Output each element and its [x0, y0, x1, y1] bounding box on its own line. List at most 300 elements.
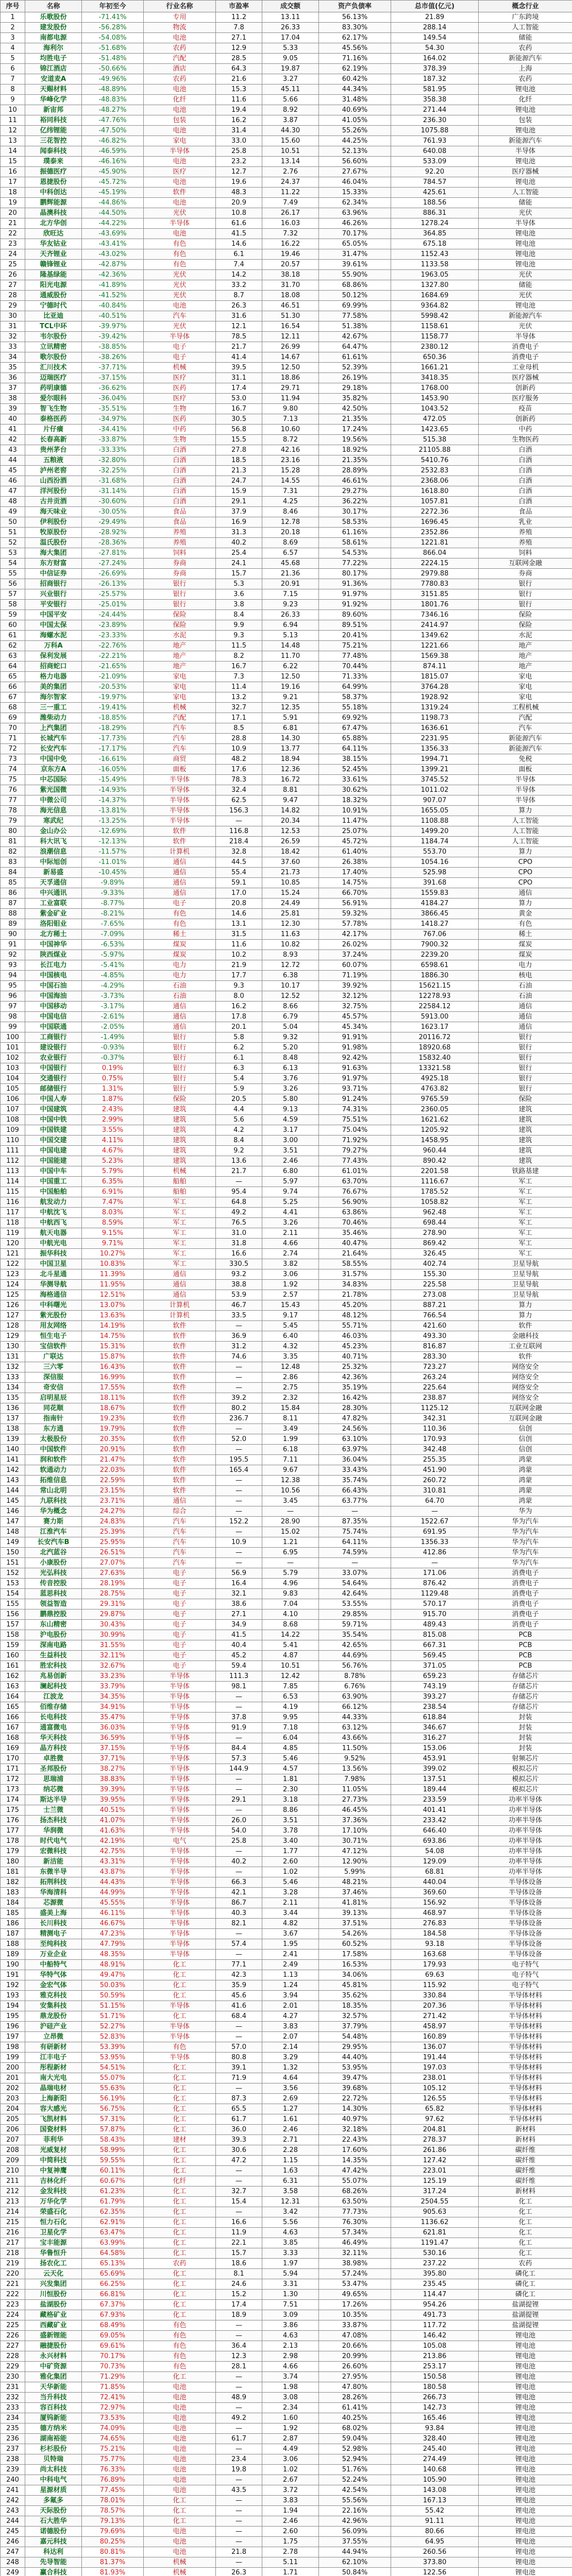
- cell-ytd-change: -51.68%: [82, 43, 144, 54]
- cell-industry: 军工: [144, 1208, 216, 1218]
- cell-debt-ratio: 34.06%: [319, 1970, 391, 1980]
- cell-name: 宏微科技: [25, 1846, 82, 1857]
- cell-name: 思瑞浦: [25, 1774, 82, 1785]
- cell-index: 58: [1, 600, 25, 610]
- cell-pe: 20.1: [216, 1022, 262, 1032]
- table-row: [1, 1043, 572, 1053]
- table-row: [1, 795, 572, 806]
- cell-pe: 5.6: [216, 1115, 262, 1125]
- cell-concept: 消费电子: [479, 1568, 572, 1579]
- cell-turnover: 26.99: [262, 342, 319, 352]
- cell-concept: 半导体: [479, 785, 572, 795]
- cell-turnover: 1.92: [262, 1280, 319, 1290]
- cell-index: 98: [1, 1012, 25, 1022]
- cell-concept: 石油: [479, 981, 572, 991]
- cell-pe: 236.7: [216, 1414, 262, 1424]
- cell-turnover: 4.57: [262, 1764, 319, 1774]
- table-row: [1, 1692, 572, 1702]
- cell-market-cap: 2979.88: [391, 569, 479, 579]
- cell-market-cap: 1057.81: [391, 497, 479, 507]
- cell-index: 130: [1, 1342, 25, 1352]
- cell-market-cap: 2224.15: [391, 558, 479, 569]
- cell-ytd-change: -26.69%: [82, 569, 144, 579]
- table-row: [1, 1084, 572, 1094]
- cell-industry: 计算机: [144, 847, 216, 857]
- cell-turnover: 12.53: [262, 826, 319, 837]
- cell-turnover: 5.79: [262, 1568, 319, 1579]
- cell-concept: 半导体材料: [479, 2022, 572, 2032]
- cell-name: TCL中环: [25, 321, 82, 332]
- cell-name: 乐歌股份: [25, 12, 82, 23]
- cell-industry: 有色: [144, 2042, 216, 2053]
- cell-ytd-change: -41.52%: [82, 291, 144, 301]
- cell-market-cap: 317.24: [391, 2187, 479, 2197]
- cell-pe: —: [216, 1527, 262, 1537]
- cell-ytd-change: 14.75%: [82, 1331, 144, 1342]
- cell-index: 57: [1, 589, 25, 600]
- table-row: [1, 857, 572, 868]
- cell-ytd-change: -33.87%: [82, 435, 144, 445]
- table-row: [1, 641, 572, 651]
- table-row: [1, 2547, 572, 2557]
- cell-market-cap: 110.36: [391, 1424, 479, 1434]
- cell-market-cap: 1205.92: [391, 1125, 479, 1136]
- cell-pe: 6.1: [216, 1053, 262, 1063]
- cell-index: 208: [1, 2145, 25, 2156]
- cell-market-cap: 271.44: [391, 105, 479, 115]
- cell-pe: 20.5: [216, 1094, 262, 1105]
- cell-pe: —: [216, 1445, 262, 1455]
- cell-industry: 建筑: [144, 1105, 216, 1115]
- cell-turnover: 5.97: [262, 1177, 319, 1187]
- cell-market-cap: 18920.68: [391, 1043, 479, 1053]
- cell-pe: 86.7: [216, 1898, 262, 1908]
- cell-turnover: 6.22: [262, 662, 319, 672]
- cell-turnover: 10.51: [262, 1661, 319, 1671]
- cell-ytd-change: -40.51%: [82, 311, 144, 321]
- cell-index: 30: [1, 311, 25, 321]
- cell-index: 47: [1, 486, 25, 497]
- cell-turnover: 19.16: [262, 682, 319, 692]
- cell-pe: —: [216, 1383, 262, 1393]
- cell-industry: 农药: [144, 2259, 216, 2269]
- cell-industry: 半导体: [144, 1733, 216, 1743]
- cell-debt-ratio: 51.38%: [319, 321, 391, 332]
- cell-debt-ratio: 60.42%: [319, 74, 391, 84]
- cell-concept: 银行: [479, 1084, 572, 1094]
- cell-debt-ratio: 44.69%: [319, 1651, 391, 1661]
- cell-industry: 半导体: [144, 1764, 216, 1774]
- cell-name: 中国银行: [25, 1063, 82, 1074]
- cell-name: 沪硅产业: [25, 2022, 82, 2032]
- header-turnover: 成交额: [262, 1, 319, 12]
- cell-name: 上海新阳: [25, 2094, 82, 2104]
- cell-ytd-change: 56.19%: [82, 2094, 144, 2104]
- cell-name: 川恒股份: [25, 2290, 82, 2300]
- cell-pe: 11.6: [216, 940, 262, 950]
- cell-market-cap: 170.93: [391, 1434, 479, 1445]
- cell-name: 软通动力: [25, 1465, 82, 1476]
- cell-concept: 封装: [479, 1713, 572, 1723]
- cell-name: 长江电力: [25, 960, 82, 971]
- cell-ytd-change: 61.23%: [82, 2187, 144, 2197]
- cell-ytd-change: 10.83%: [82, 1259, 144, 1269]
- cell-pe: —: [216, 1476, 262, 1486]
- cell-concept: 锂电池: [479, 2485, 572, 2496]
- cell-turnover: 5.20: [262, 1043, 319, 1053]
- cell-concept: 鸿蒙: [479, 1476, 572, 1486]
- cell-concept: 半导体材料: [479, 2104, 572, 2114]
- table-row: [1, 435, 572, 445]
- cell-name: 东山精密: [25, 1620, 82, 1630]
- cell-debt-ratio: 61.61%: [319, 352, 391, 363]
- cell-ytd-change: -8.21%: [82, 909, 144, 919]
- cell-market-cap: 68.81: [391, 1867, 479, 1877]
- cell-name: 北汽蓝谷: [25, 1548, 82, 1558]
- cell-turnover: 25.81: [262, 909, 319, 919]
- cell-pe: 80.8: [216, 2053, 262, 2063]
- cell-turnover: 45.11: [262, 84, 319, 95]
- cell-concept: 半导体: [479, 795, 572, 806]
- cell-ytd-change: -4.85%: [82, 971, 144, 981]
- cell-concept: 新能源汽车: [479, 54, 572, 64]
- cell-industry: 煤炭: [144, 950, 216, 960]
- cell-name: 尚太科技: [25, 2465, 82, 2475]
- cell-name: 融捷股份: [25, 2341, 82, 2351]
- cell-concept: 银行: [479, 1074, 572, 1084]
- cell-name: 天齐锂业: [25, 249, 82, 260]
- cell-index: 133: [1, 1372, 25, 1383]
- cell-turnover: 4.96: [262, 1579, 319, 1589]
- cell-market-cap: 114.47: [391, 2290, 479, 2300]
- cell-turnover: 26.33: [262, 610, 319, 620]
- table-row: [1, 2156, 572, 2166]
- cell-industry: 半导体: [144, 2032, 216, 2042]
- cell-market-cap: 7780.83: [391, 579, 479, 589]
- cell-name: 赛力斯: [25, 1517, 82, 1527]
- cell-market-cap: 2380.12: [391, 342, 479, 352]
- cell-industry: 酒店: [144, 64, 216, 74]
- cell-turnover: 8.86: [262, 1805, 319, 1816]
- cell-market-cap: 326.45: [391, 1249, 479, 1259]
- cell-index: 108: [1, 1115, 25, 1125]
- cell-pe: 78.5: [216, 332, 262, 342]
- cell-turnover: 12.36: [262, 765, 319, 775]
- cell-market-cap: 125.19: [391, 2176, 479, 2187]
- cell-industry: 电子: [144, 1579, 216, 1589]
- cell-concept: 化纤: [479, 95, 572, 105]
- cell-name: 海光信息: [25, 806, 82, 816]
- cell-industry: 光伏: [144, 321, 216, 332]
- cell-market-cap: 1569.38: [391, 651, 479, 662]
- cell-debt-ratio: 55.90%: [319, 270, 391, 280]
- cell-pe: —: [216, 2382, 262, 2393]
- cell-turnover: 3.44: [262, 1908, 319, 1919]
- cell-industry: 食品: [144, 507, 216, 517]
- cell-turnover: 1.81: [262, 1774, 319, 1785]
- cell-ytd-change: 47.23%: [82, 1929, 144, 1939]
- cell-concept: 电子特气: [479, 1960, 572, 1970]
- cell-name: 金山办公: [25, 826, 82, 837]
- cell-ytd-change: 6.91%: [82, 1187, 144, 1197]
- cell-ytd-change: -46.82%: [82, 136, 144, 146]
- cell-concept: 上海: [479, 64, 572, 74]
- cell-turnover: 19.46: [262, 249, 319, 260]
- cell-ytd-change: -31.68%: [82, 476, 144, 486]
- table-row: [1, 1774, 572, 1785]
- cell-turnover: 2.75: [262, 1383, 319, 1393]
- cell-industry: 化工: [144, 2104, 216, 2114]
- cell-market-cap: 207.36: [391, 2001, 479, 2011]
- cell-industry: 半导体: [144, 806, 216, 816]
- cell-industry: 银行: [144, 600, 216, 610]
- cell-turnover: 9.21: [262, 692, 319, 703]
- cell-pe: 13.1: [216, 919, 262, 929]
- cell-concept: 锂电池: [479, 2557, 572, 2568]
- cell-ytd-change: -46.59%: [82, 146, 144, 157]
- cell-pe: 25.8: [216, 1836, 262, 1846]
- cell-turnover: 4.64: [262, 2073, 319, 2083]
- cell-concept: 锂电池: [479, 2393, 572, 2403]
- cell-market-cap: 2231.95: [391, 734, 479, 744]
- table-row: [1, 775, 572, 785]
- cell-name: 晶方科技: [25, 1743, 82, 1754]
- cell-debt-ratio: 42.64%: [319, 1589, 391, 1599]
- cell-industry: 通信: [144, 1269, 216, 1280]
- table-row: [1, 445, 572, 455]
- table-row: [1, 713, 572, 723]
- cell-industry: 半导体: [144, 1754, 216, 1764]
- cell-index: 117: [1, 1208, 25, 1218]
- cell-name: 建设银行: [25, 1043, 82, 1053]
- cell-ytd-change: -22.76%: [82, 641, 144, 651]
- cell-market-cap: 1043.52: [391, 404, 479, 414]
- cell-index: 166: [1, 1713, 25, 1723]
- cell-pe: 21.3: [216, 466, 262, 476]
- cell-turnover: 3.45: [262, 1496, 319, 1506]
- cell-name: 中国铁建: [25, 1125, 82, 1136]
- cell-ytd-change: -4.29%: [82, 981, 144, 991]
- table-row: [1, 1640, 572, 1651]
- cell-turnover: 51.30: [262, 311, 319, 321]
- cell-market-cap: 373.80: [391, 2557, 479, 2568]
- cell-pe: 40.3: [216, 1908, 262, 1919]
- cell-index: 235: [1, 2424, 25, 2434]
- cell-pe: 17.0: [216, 888, 262, 899]
- cell-pe: —: [216, 1702, 262, 1713]
- cell-ytd-change: -28.36%: [82, 538, 144, 548]
- cell-concept: 锂电池: [479, 2547, 572, 2557]
- table-row: [1, 301, 572, 311]
- cell-turnover: 15.43: [262, 1300, 319, 1311]
- cell-turnover: 3.83: [262, 2496, 319, 2506]
- table-row: [1, 1888, 572, 1898]
- cell-pe: 82.1: [216, 1919, 262, 1929]
- cell-turnover: 3.06: [262, 1269, 319, 1280]
- cell-name: 太极股份: [25, 1434, 82, 1445]
- cell-turnover: 12.31: [262, 2197, 319, 2207]
- cell-ytd-change: 4.67%: [82, 1146, 144, 1156]
- table-row: [1, 919, 572, 929]
- table-row: [1, 507, 572, 517]
- cell-turnover: 11.63: [262, 929, 319, 940]
- cell-index: 78: [1, 806, 25, 816]
- cell-industry: 专用: [144, 12, 216, 23]
- table-row: [1, 1661, 572, 1671]
- cell-market-cap: 698.44: [391, 1218, 479, 1228]
- cell-concept: 信创: [479, 1445, 572, 1455]
- cell-pe: 16.7: [216, 662, 262, 672]
- cell-concept: 新材料: [479, 2125, 572, 2135]
- cell-market-cap: 1011.02: [391, 785, 479, 795]
- cell-concept: 军工: [479, 1228, 572, 1239]
- cell-ytd-change: -44.22%: [82, 218, 144, 229]
- cell-pe: —: [216, 1558, 262, 1568]
- cell-name: 云天化: [25, 2269, 82, 2279]
- cell-turnover: 4.63: [262, 2331, 319, 2341]
- cell-name: 均胜电子: [25, 54, 82, 64]
- cell-industry: 通信: [144, 1496, 216, 1506]
- cell-ytd-change: 74.65%: [82, 2434, 144, 2444]
- cell-market-cap: 105.08: [391, 2341, 479, 2351]
- cell-name: 潍柴动力: [25, 713, 82, 723]
- cell-market-cap: 93.18: [391, 1939, 479, 1950]
- cell-concept: 黄金: [479, 909, 572, 919]
- cell-index: 188: [1, 1939, 25, 1950]
- cell-index: 225: [1, 2320, 25, 2331]
- cell-ytd-change: 76.89%: [82, 2475, 144, 2485]
- table-row: [1, 1836, 572, 1846]
- cell-debt-ratio: 91.24%: [319, 1094, 391, 1105]
- cell-ytd-change: 60.11%: [82, 2166, 144, 2176]
- cell-turnover: 14.22: [262, 1630, 319, 1640]
- cell-market-cap: 1618.80: [391, 486, 479, 497]
- cell-index: 100: [1, 1032, 25, 1043]
- cell-concept: 银行: [479, 1043, 572, 1053]
- cell-name: 三一重工: [25, 703, 82, 713]
- cell-market-cap: 1768.00: [391, 383, 479, 394]
- cell-debt-ratio: 45.72%: [319, 837, 391, 847]
- cell-pe: 5.9: [216, 1084, 262, 1094]
- cell-debt-ratio: 47.42%: [319, 2166, 391, 2176]
- cell-ytd-change: 72.41%: [82, 2393, 144, 2403]
- cell-concept: 功率半导体: [479, 1846, 572, 1857]
- cell-concept: 保险: [479, 610, 572, 620]
- cell-concept: CPO: [479, 878, 572, 888]
- cell-concept: 存储芯片: [479, 1682, 572, 1692]
- cell-turnover: 4.66: [262, 2362, 319, 2372]
- cell-ytd-change: 70.73%: [82, 2362, 144, 2372]
- cell-ytd-change: 62.35%: [82, 2207, 144, 2217]
- cell-market-cap: 493.30: [391, 1331, 479, 1342]
- cell-industry: 农药: [144, 43, 216, 54]
- cell-index: 238: [1, 2454, 25, 2465]
- cell-debt-ratio: 8.78%: [319, 1671, 391, 1682]
- cell-market-cap: 167.13: [391, 2496, 479, 2506]
- cell-concept: 锂电池: [479, 2496, 572, 2506]
- cell-pe: 3.8: [216, 600, 262, 610]
- cell-name: 中国电建: [25, 1146, 82, 1156]
- cell-pe: —: [216, 2444, 262, 2454]
- cell-concept: CPO: [479, 868, 572, 878]
- table-row: [1, 558, 572, 569]
- cell-index: 211: [1, 2176, 25, 2187]
- cell-pe: 21.7: [216, 342, 262, 352]
- cell-debt-ratio: 17.58%: [319, 1950, 391, 1960]
- cell-debt-ratio: 11.47%: [319, 816, 391, 826]
- cell-turnover: 31.70: [262, 280, 319, 291]
- cell-ytd-change: 20.35%: [82, 1434, 144, 1445]
- cell-debt-ratio: 49.65%: [319, 2290, 391, 2300]
- cell-market-cap: 621.81: [391, 2228, 479, 2238]
- cell-ytd-change: 39.39%: [82, 1785, 144, 1795]
- cell-concept: 银行: [479, 1032, 572, 1043]
- cell-ytd-change: 52.27%: [82, 2022, 144, 2032]
- cell-turnover: 9.80: [262, 404, 319, 414]
- cell-ytd-change: 44.99%: [82, 1888, 144, 1898]
- cell-pe: 12.7: [216, 167, 262, 177]
- cell-market-cap: 784.57: [391, 177, 479, 188]
- table-row: [1, 1919, 572, 1929]
- cell-turnover: 2.78: [262, 2547, 319, 2557]
- cell-index: 144: [1, 1486, 25, 1496]
- cell-index: 158: [1, 1630, 25, 1640]
- cell-pe: 23.4: [216, 2454, 262, 2465]
- cell-index: 153: [1, 1579, 25, 1589]
- cell-turnover: 2.76: [262, 167, 319, 177]
- cell-ytd-change: 14.19%: [82, 1321, 144, 1331]
- table-row: [1, 2248, 572, 2259]
- cell-concept: 功率半导体: [479, 1836, 572, 1846]
- cell-pe: 10.2: [216, 950, 262, 960]
- cell-name: 贵州茅台: [25, 445, 82, 455]
- cell-name: 泰格医药: [25, 414, 82, 425]
- cell-debt-ratio: 61.16%: [319, 528, 391, 538]
- cell-turnover: 17.04: [262, 33, 319, 43]
- cell-turnover: 3.35: [262, 1352, 319, 1362]
- cell-industry: 电池: [144, 2393, 216, 2403]
- cell-ytd-change: 8.03%: [82, 1208, 144, 1218]
- cell-market-cap: 890.42: [391, 1156, 479, 1166]
- cell-industry: 白酒: [144, 466, 216, 476]
- cell-index: 207: [1, 2135, 25, 2145]
- cell-turnover: 2.86: [262, 1372, 319, 1383]
- table-row: [1, 167, 572, 177]
- cell-debt-ratio: 28.89%: [319, 466, 391, 476]
- cell-name: 华润微: [25, 1826, 82, 1836]
- cell-debt-ratio: 56.90%: [319, 1197, 391, 1208]
- cell-ytd-change: 27.63%: [82, 1568, 144, 1579]
- cell-debt-ratio: 71.33%: [319, 672, 391, 682]
- cell-industry: 电池: [144, 126, 216, 136]
- cell-index: 120: [1, 1239, 25, 1249]
- cell-pe: 68.4: [216, 2011, 262, 2022]
- cell-name: 卓胜微: [25, 1754, 82, 1764]
- table-row: [1, 837, 572, 847]
- cell-index: 138: [1, 1424, 25, 1434]
- cell-industry: 半导体: [144, 1857, 216, 1867]
- cell-index: 56: [1, 579, 25, 589]
- cell-name: 永兴材料: [25, 2351, 82, 2362]
- cell-index: 178: [1, 1836, 25, 1846]
- cell-pe: 65.5: [216, 2104, 262, 2114]
- cell-index: 245: [1, 2527, 25, 2537]
- cell-concept: 电子特气: [479, 1980, 572, 1991]
- cell-concept: 新能源汽车: [479, 136, 572, 146]
- cell-debt-ratio: 32.75%: [319, 1002, 391, 1012]
- cell-market-cap: 115.92: [391, 1980, 479, 1991]
- cell-index: 21: [1, 218, 25, 229]
